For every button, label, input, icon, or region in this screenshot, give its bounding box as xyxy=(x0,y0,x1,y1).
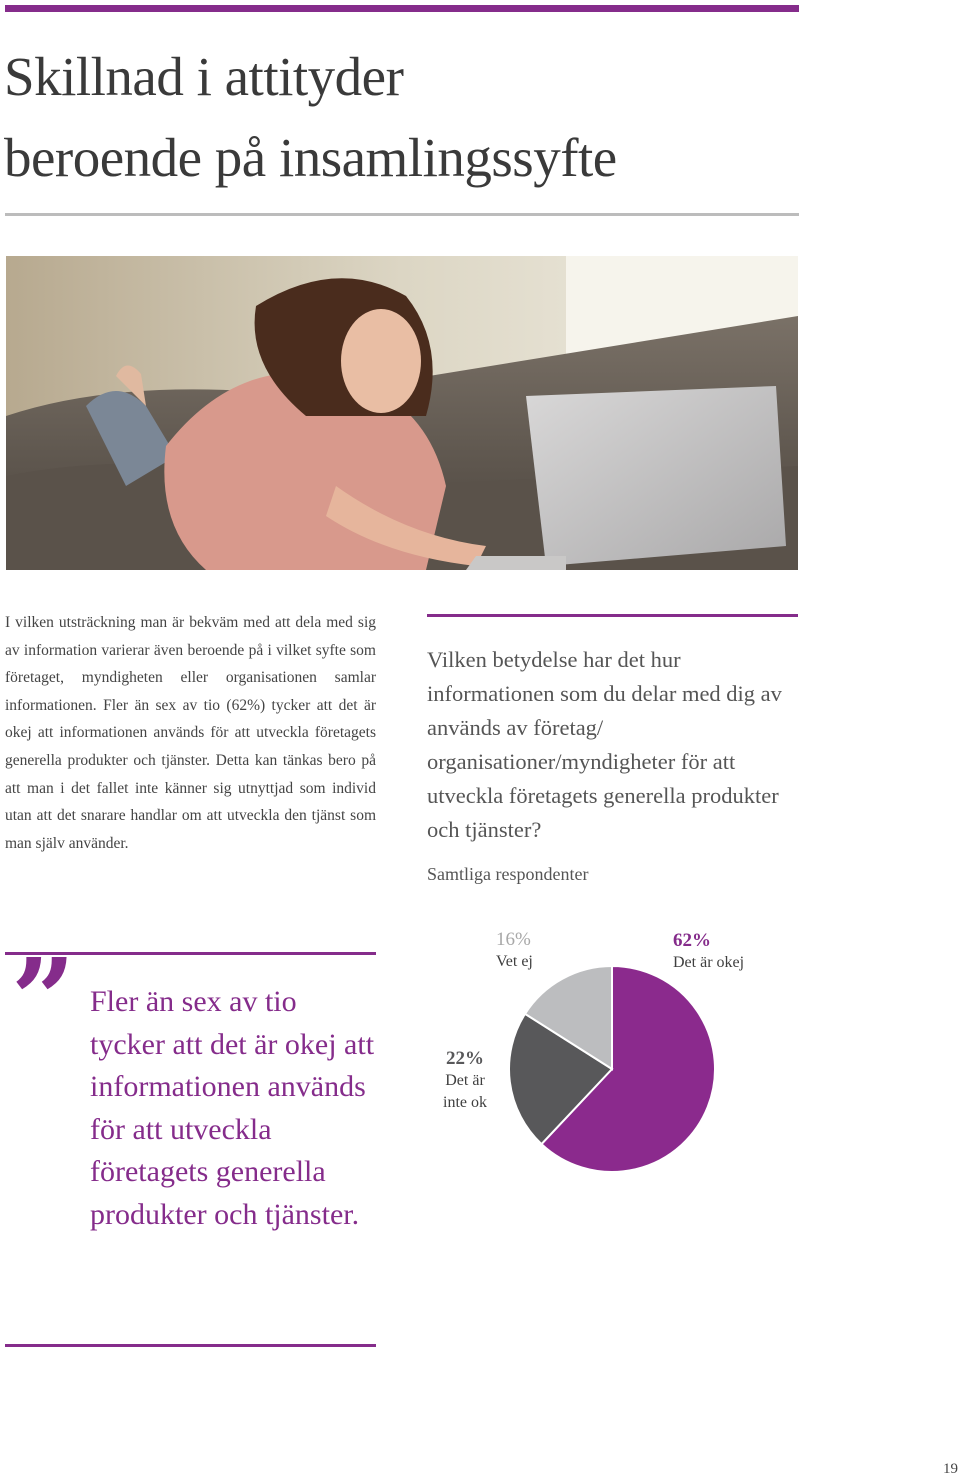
slice-label-okej xyxy=(673,930,744,974)
chart-subtitle: Samtliga respondenter xyxy=(427,864,589,884)
slice-label-vet-ej xyxy=(496,929,533,973)
slice-text-okej: Det är okej xyxy=(673,954,745,971)
chart-question: Vilken betydelse har det hur informationen som du delar med dig av används av företag/ organisationer/myndigheter för att utveckla företagets generella produkter och tjänster? xyxy=(427,647,782,842)
title-divider xyxy=(5,213,799,216)
slice-label-inte-ok xyxy=(432,1048,498,1114)
page-title: Skillnad i attityder beroende på insamlingssyfte xyxy=(4,46,617,188)
slice-text-inte-ok: Det är inte ok xyxy=(443,1072,487,1111)
quote-mark-icon: ” xyxy=(11,935,76,1066)
page-number: 19 xyxy=(943,1461,958,1477)
top-accent-rule xyxy=(5,5,799,12)
figure-top-rule xyxy=(427,614,798,617)
quote-bottom-rule xyxy=(5,1344,376,1347)
woman-laptop-photo xyxy=(6,256,798,570)
body-paragraph: I vilken utsträckning man är bekväm med att dela med sig av information varierar även beroende på i vilket syfte som företaget, myndigheten eller organisationen samlar informationen. Fler än sex av tio (62%) tycker att det är okej att informationen används för att utveckla företagets generella produkter och tjänster. Detta kan tänkas bero på att man i det fallet inte känner sig utnyttjad som individ utan att det snarare handlar om att utveckla den tjänst som man själv använder. xyxy=(5,614,376,852)
slice-pct-inte-ok: 22% xyxy=(446,1048,484,1069)
pie-chart xyxy=(500,955,730,1185)
slice-pct-okej: 62% xyxy=(673,930,711,951)
slice-text-vet-ej: Vet ej xyxy=(496,953,533,970)
slice-pct-vet-ej: 16% xyxy=(496,929,531,950)
pull-quote: Fler än sex av tio tycker att det är okej att informationen används för att utveckla företagets generella produkter och tjänster. xyxy=(90,985,375,1231)
